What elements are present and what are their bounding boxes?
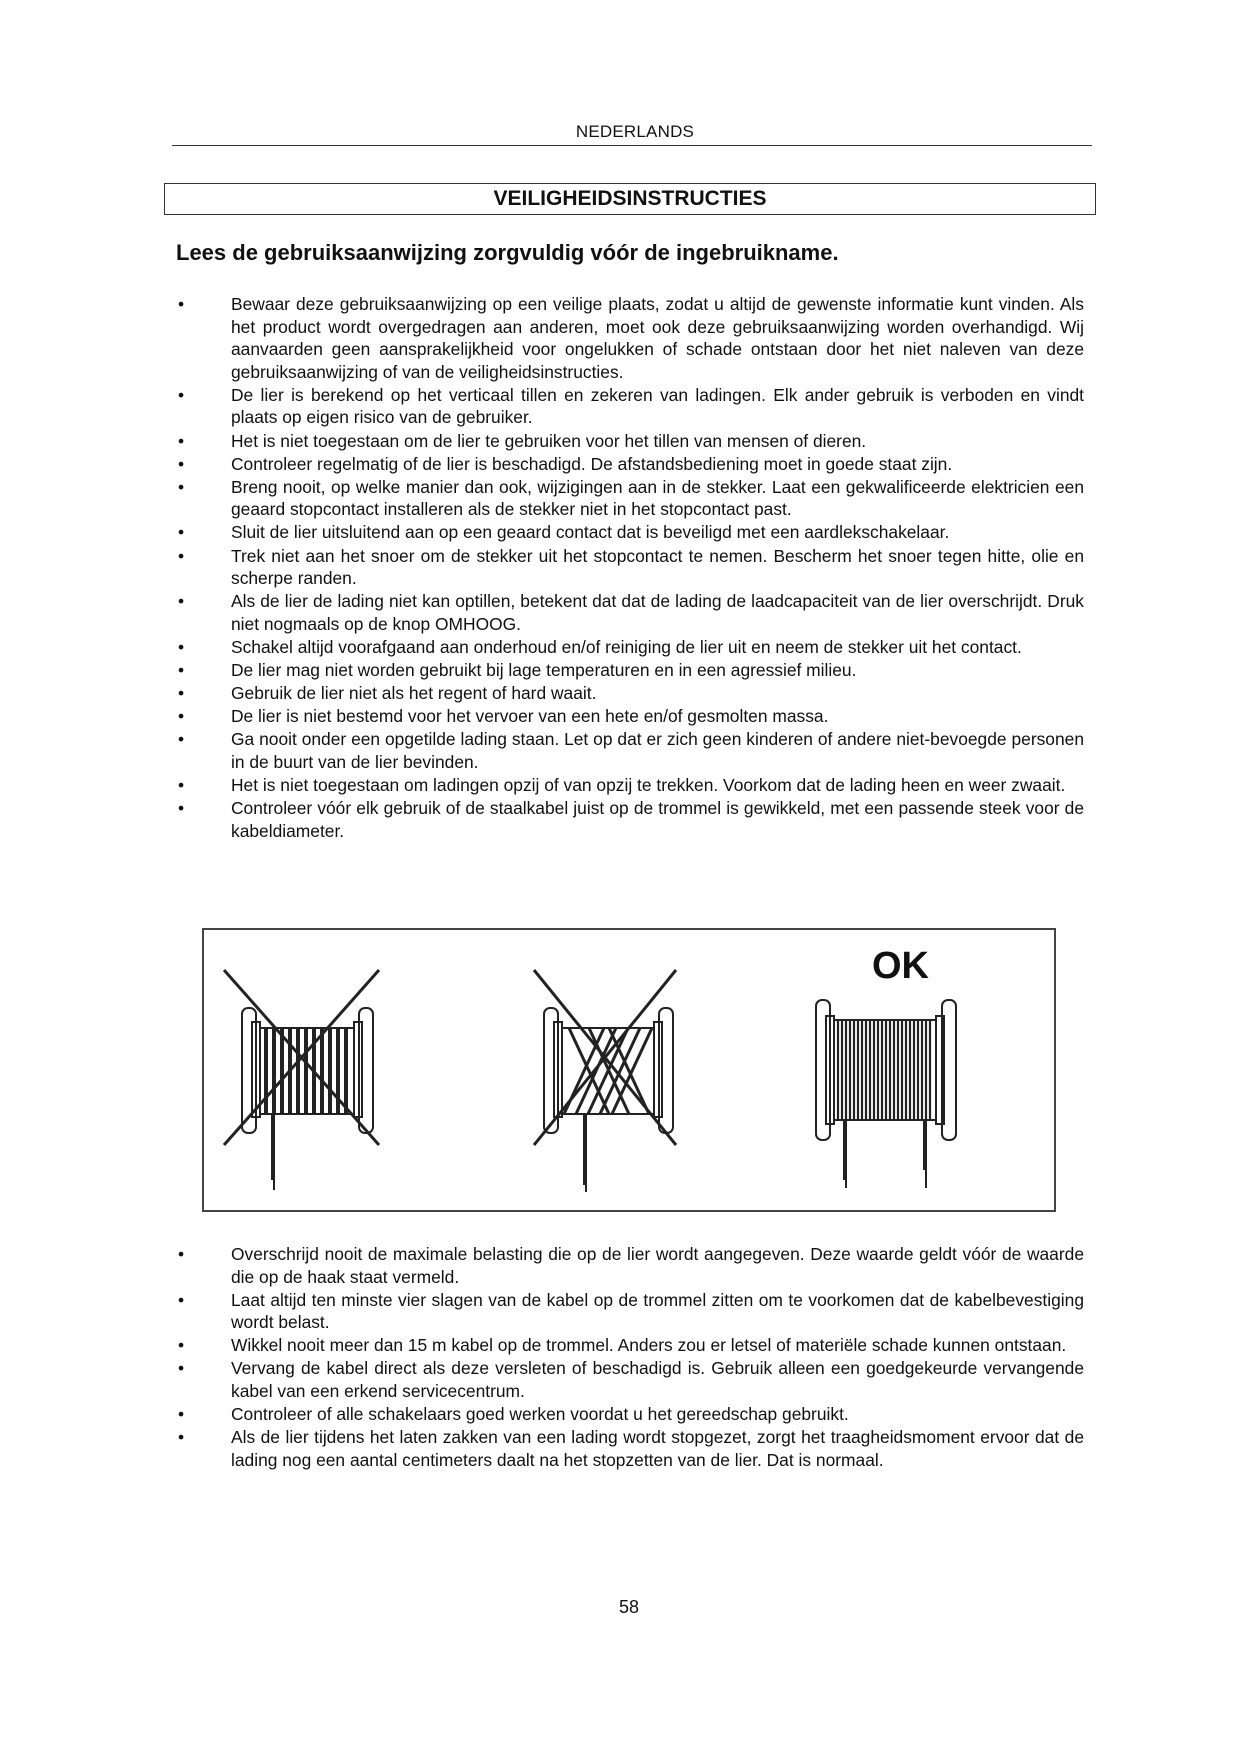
- list-item: • Laat altijd ten minste vier slagen van de kabel op de trommel zitten om te voorkomen dat de kabelbevestiging wordt belast.: [178, 1289, 1084, 1334]
- ok-label: OK: [872, 945, 929, 987]
- page-number: 58: [618, 1597, 640, 1617]
- drum-wrong-crossed-icon: [534, 970, 676, 1192]
- list-item: • Schakel altijd voorafgaand aan onderhoud en/of reiniging de lier uit en neem de stekker uit het contact.: [178, 636, 1084, 659]
- list-item: • Het is niet toegestaan om ladingen opzij of van opzij te trekken. Voorkom dat de lading heen en weer zwaait.: [178, 774, 1084, 797]
- list-item: • Wikkel nooit meer dan 15 m kabel op de trommel. Anders zou er letsel of materiële schade kunnen ontstaan.: [178, 1334, 1084, 1357]
- subtitle: Lees de gebruiksaanwijzing zorgvuldig vóór de ingebruikname.: [176, 240, 839, 265]
- drum-correct-icon: [816, 1000, 956, 1188]
- list-item: • De lier is niet bestemd voor het vervoer van een hete en/of gesmolten massa.: [178, 705, 1084, 728]
- safety-list-top: [178, 293, 1084, 843]
- safety-list-bottom: [178, 1243, 1084, 1472]
- list-item: • Breng nooit, op welke manier dan ook, wijzigingen aan in de stekker. Laat een gekwalificeerde elektricien een geaard stopcontact installeren als de stekker niet in het stopcontact past.: [178, 476, 1084, 521]
- section-title-box: [164, 183, 1096, 215]
- list-item: • Het is niet toegestaan om de lier te gebruiken voor het tillen van mensen of dieren.: [178, 430, 1084, 453]
- list-item: • Vervang de kabel direct als deze versleten of beschadigd is. Gebruik alleen een goedgekeurde vervangende kabel van een erkend servicecentrum.: [178, 1357, 1084, 1402]
- list-item: • Als de lier de lading niet kan optillen, betekent dat dat de lading de laadcapaciteit van de lier overschrijdt. Druk niet nogmaals op de knop OMHOOG.: [178, 590, 1084, 635]
- list-item: • De lier mag niet worden gebruikt bij lage temperaturen en in een agressief milieu.: [178, 659, 1084, 682]
- header-divider: [172, 145, 1092, 146]
- header-language: NEDERLANDS: [575, 122, 695, 141]
- list-item: • Sluit de lier uitsluitend aan op een geaard contact dat is beveiligd met een aardlekschakelaar.: [178, 521, 1084, 544]
- list-item: • Controleer of alle schakelaars goed werken voordat u het gereedschap gebruikt.: [178, 1403, 1084, 1426]
- section-title: VEILIGHEIDSINSTRUCTIES: [493, 187, 767, 210]
- list-item: • Gebruik de lier niet als het regent of hard waait.: [178, 682, 1084, 705]
- list-item: • Als de lier tijdens het laten zakken van een lading wordt stopgezet, zorgt het traagheidsmoment ervoor dat de lading nog een aantal centimeters daalt na het stopzetten van de lier. Dat is normaal.: [178, 1426, 1084, 1471]
- drum-wrong-loose-icon: [224, 970, 379, 1190]
- list-item: • Controleer regelmatig of de lier is beschadigd. De afstandsbediening moet in goede staat zijn.: [178, 453, 1084, 476]
- list-item: • Ga nooit onder een opgetilde lading staan. Let op dat er zich geen kinderen of andere niet-bevoegde personen in de buurt van de lier bevinden.: [178, 728, 1084, 773]
- list-item: • De lier is berekend op het verticaal tillen en zekeren van ladingen. Elk ander gebruik is verboden en vindt plaats op eigen risico van de gebruiker.: [178, 384, 1084, 429]
- list-item: • Trek niet aan het snoer om de stekker uit het stopcontact te nemen. Bescherm het snoer tegen hitte, olie en scherpe randen.: [178, 545, 1084, 590]
- list-item: • Overschrijd nooit de maximale belasting die op de lier wordt aangegeven. Deze waarde geldt vóór de waarde die op de haak staat vermeld.: [178, 1243, 1084, 1288]
- list-item: • Bewaar deze gebruiksaanwijzing op een veilige plaats, zodat u altijd de gewenste informatie kunt vinden. Als het product wordt overgedragen aan anderen, moet ook deze gebruiksaanwijzing worden overhandigd. Wij aanvaarden geen aansprakelijkheid voor ongelukken of schade ontstaan door het niet naleven van deze gebruiksaanwijzing of van de veiligheidsinstructies.: [178, 293, 1084, 383]
- list-item: • Controleer vóór elk gebruik of de staalkabel juist op de trommel is gewikkeld, met een passende steek voor de kabeldiameter.: [178, 797, 1084, 842]
- cable-winding-illustration: [202, 928, 1056, 1212]
